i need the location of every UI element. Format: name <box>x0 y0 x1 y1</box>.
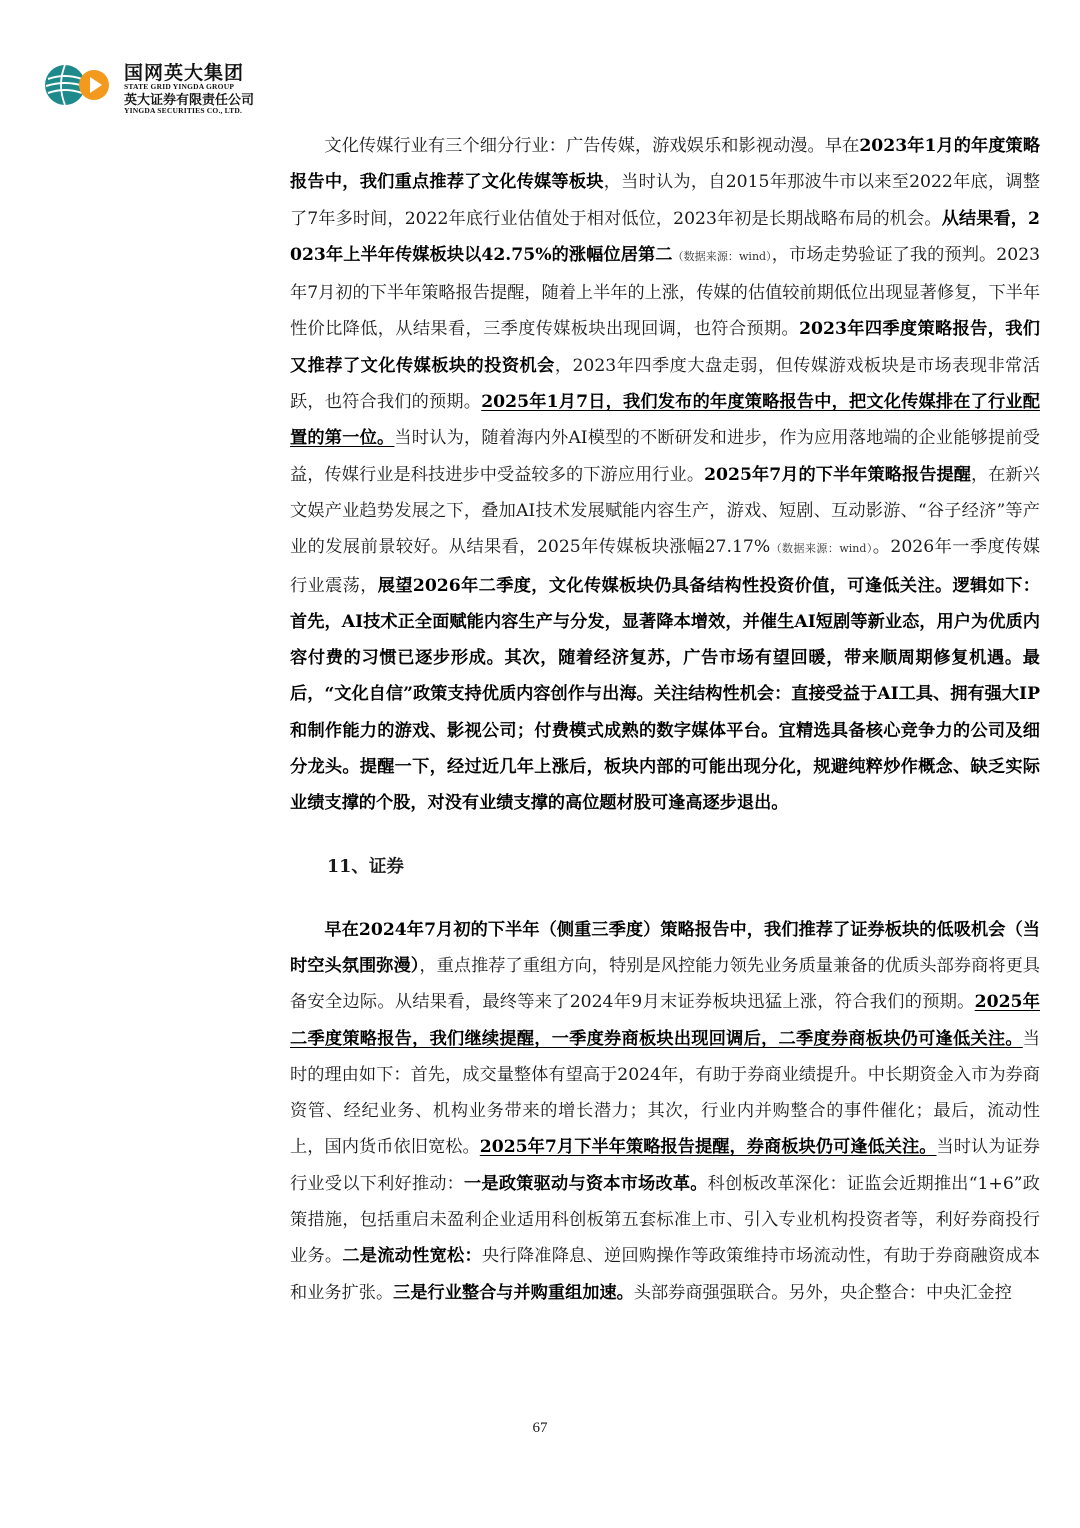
paragraph-securities <box>290 912 1040 1311</box>
text-run: 。2026年一季度传媒行业震荡， <box>290 537 1040 596</box>
paragraph-media <box>290 128 1040 822</box>
bold-run: 展望2026年二季度，文化传媒板块仍具备结构性投资价值，可逢低关注。逻辑如下：首先，AI技术正全面赋能内容生产与分发，显著降本增效，并催生AI短剧等新业态，用户为优质内容付费的习惯已逐步形成。其次，随着经济复苏，广告市场有望回暖，带来顺周期修复机遇。最后，“文化自信”政策支持优质内容创作与出海。关注结构性机会：直接受益于AI工具、拥有强大IP和制作能力的游戏、影视公司；付费模式成熟的数字媒体平台。宜精选具备核心竞争力的公司及细分龙头。提醒一下，经过近几年上涨后，板块内部的可能出现分化，规避纯粹炒作概念、缺乏实际业绩支撑的个股，对没有业绩支撑的高位题材股可逢高逐步退出。 <box>290 575 1040 814</box>
company-name-en: YINGDA SECURITIES CO., LTD. <box>124 106 243 116</box>
text-run: 当时认为，随着海内外AI模型的不断研发和进步，作为应用落地端的企业能够提前受益，传媒行业是科技进步中受益较多的下游应用行业。 <box>290 428 1040 485</box>
document-body <box>290 128 1040 1311</box>
bold-run: 2023年1月的年度策略报告中，我们重点推荐了文化传媒等板块 <box>290 136 1041 193</box>
text-run: 文化传媒行业有三个细分行业：广告传媒，游戏娱乐和影视动漫。早在 <box>324 136 860 156</box>
page-number: 67 <box>532 1420 548 1436</box>
brand-name-en: STATE GRID YINGDA GROUP <box>124 82 235 91</box>
bold-run: 早在2024年7月初的下半年（侧重三季度）策略报告中，我们推荐了证券板块的低吸机会（当时空头氛围弥漫） <box>290 919 1040 976</box>
text-run: 当时的理由如下：首先，成交量整体有望高于2024年，有助于券商业绩提升。中长期资金入市为券商资管、经纪业务、机构业务带来的增长潜力；其次，行业内并购整合的事件催化；最后，流动性上，国内货币依旧宽松。 <box>290 1028 1040 1158</box>
bold-run: 三是行业整合与并购重组加速。 <box>393 1282 634 1303</box>
bold-run: 2023年四季度策略报告，我们又推荐了文化传媒板块的投资机会 <box>290 319 1040 376</box>
company-name-cn: 英大证券有限责任公司 <box>124 93 255 109</box>
text-run: ，2023年四季度大盘走弱，但传媒游戏板块是市场表现非常活跃，也符合我们的预期。 <box>290 355 1040 413</box>
yingda-logo-icon <box>44 64 116 106</box>
text-run: ，重点推荐了重组方向，特别是风控能力领先业务质量兼备的优质头部券商将更具备安全边际。从结果看，最终等来了2024年9月末证券板块迅猛上涨，符合我们的预期。 <box>290 955 1040 1013</box>
text-run: ，当时认为，自2015年那波牛市以来至2022年底，调整了7年多时间，2022年底行业估值处于相对低位，2023年初是长期战略布局的机会。 <box>290 172 1041 229</box>
text-run: ，在新兴文娱产业趋势发展之下，叠加AI技术发展赋能内容生产，游戏、短剧、互动影游、“谷子经济”等产业的发展前景较好。从结果看，2025年传媒板块涨幅27.17% <box>290 464 1040 558</box>
bold-run: 一是政策驱动与资本市场改革。 <box>464 1173 708 1194</box>
bold-run: 2025年7月的下半年策略报告提醒 <box>704 464 972 485</box>
underlined-run: 2025年二季度策略报告，我们继续提醒，一季度券商板块出现回调后，二季度券商板块仍可逢低关注。 <box>290 992 1040 1049</box>
text-run: 头部券商强强联合。另外，央企整合：中央汇金控 <box>633 1282 1012 1303</box>
underlined-run: 2025年1月7日，我们发布的年度策略报告中，把文化传媒排在了行业配置的第一位。 <box>290 392 1040 449</box>
section-title: 11、证券 <box>327 856 404 877</box>
bold-run: 从结果看，2023年上半年传媒板块以42.75%的涨幅位居第二 <box>290 208 1040 265</box>
data-source-note: （数据来源：wind） <box>672 249 772 263</box>
page-header <box>44 62 304 126</box>
data-source-note: （数据来源：wind） <box>770 542 873 556</box>
text-run: ，市场走势验证了我的预判。2023年7月初的下半年策略报告提醒，随着上半年的上涨，传媒的估值较前期低位出现显著修复，下半年性价比降低，从结果看，三季度传媒板块出现回调，也符合预期。 <box>290 244 1041 340</box>
text-run: 央行降准降息、逆回购操作等政策维持市场流动性，有助于券商融资成本和业务扩张。 <box>290 1246 1040 1303</box>
bold-run: 二是流动性宽松： <box>342 1246 482 1267</box>
brand-block <box>124 64 254 116</box>
text-run: 科创板改革深化：证监会近期推出“1+6”政策措施，包括重启未盈利企业适用科创板第五套标准上市、引入专业机构投资者等，利好券商投行业务。 <box>290 1173 1040 1267</box>
underlined-run: 2025年7月下半年策略报告提醒，券商板块仍可逢低关注。 <box>479 1137 937 1158</box>
text-run: 当时认为证券行业受以下利好推动： <box>290 1137 1040 1194</box>
brand-name-cn: 国网英大集团 <box>124 62 245 84</box>
